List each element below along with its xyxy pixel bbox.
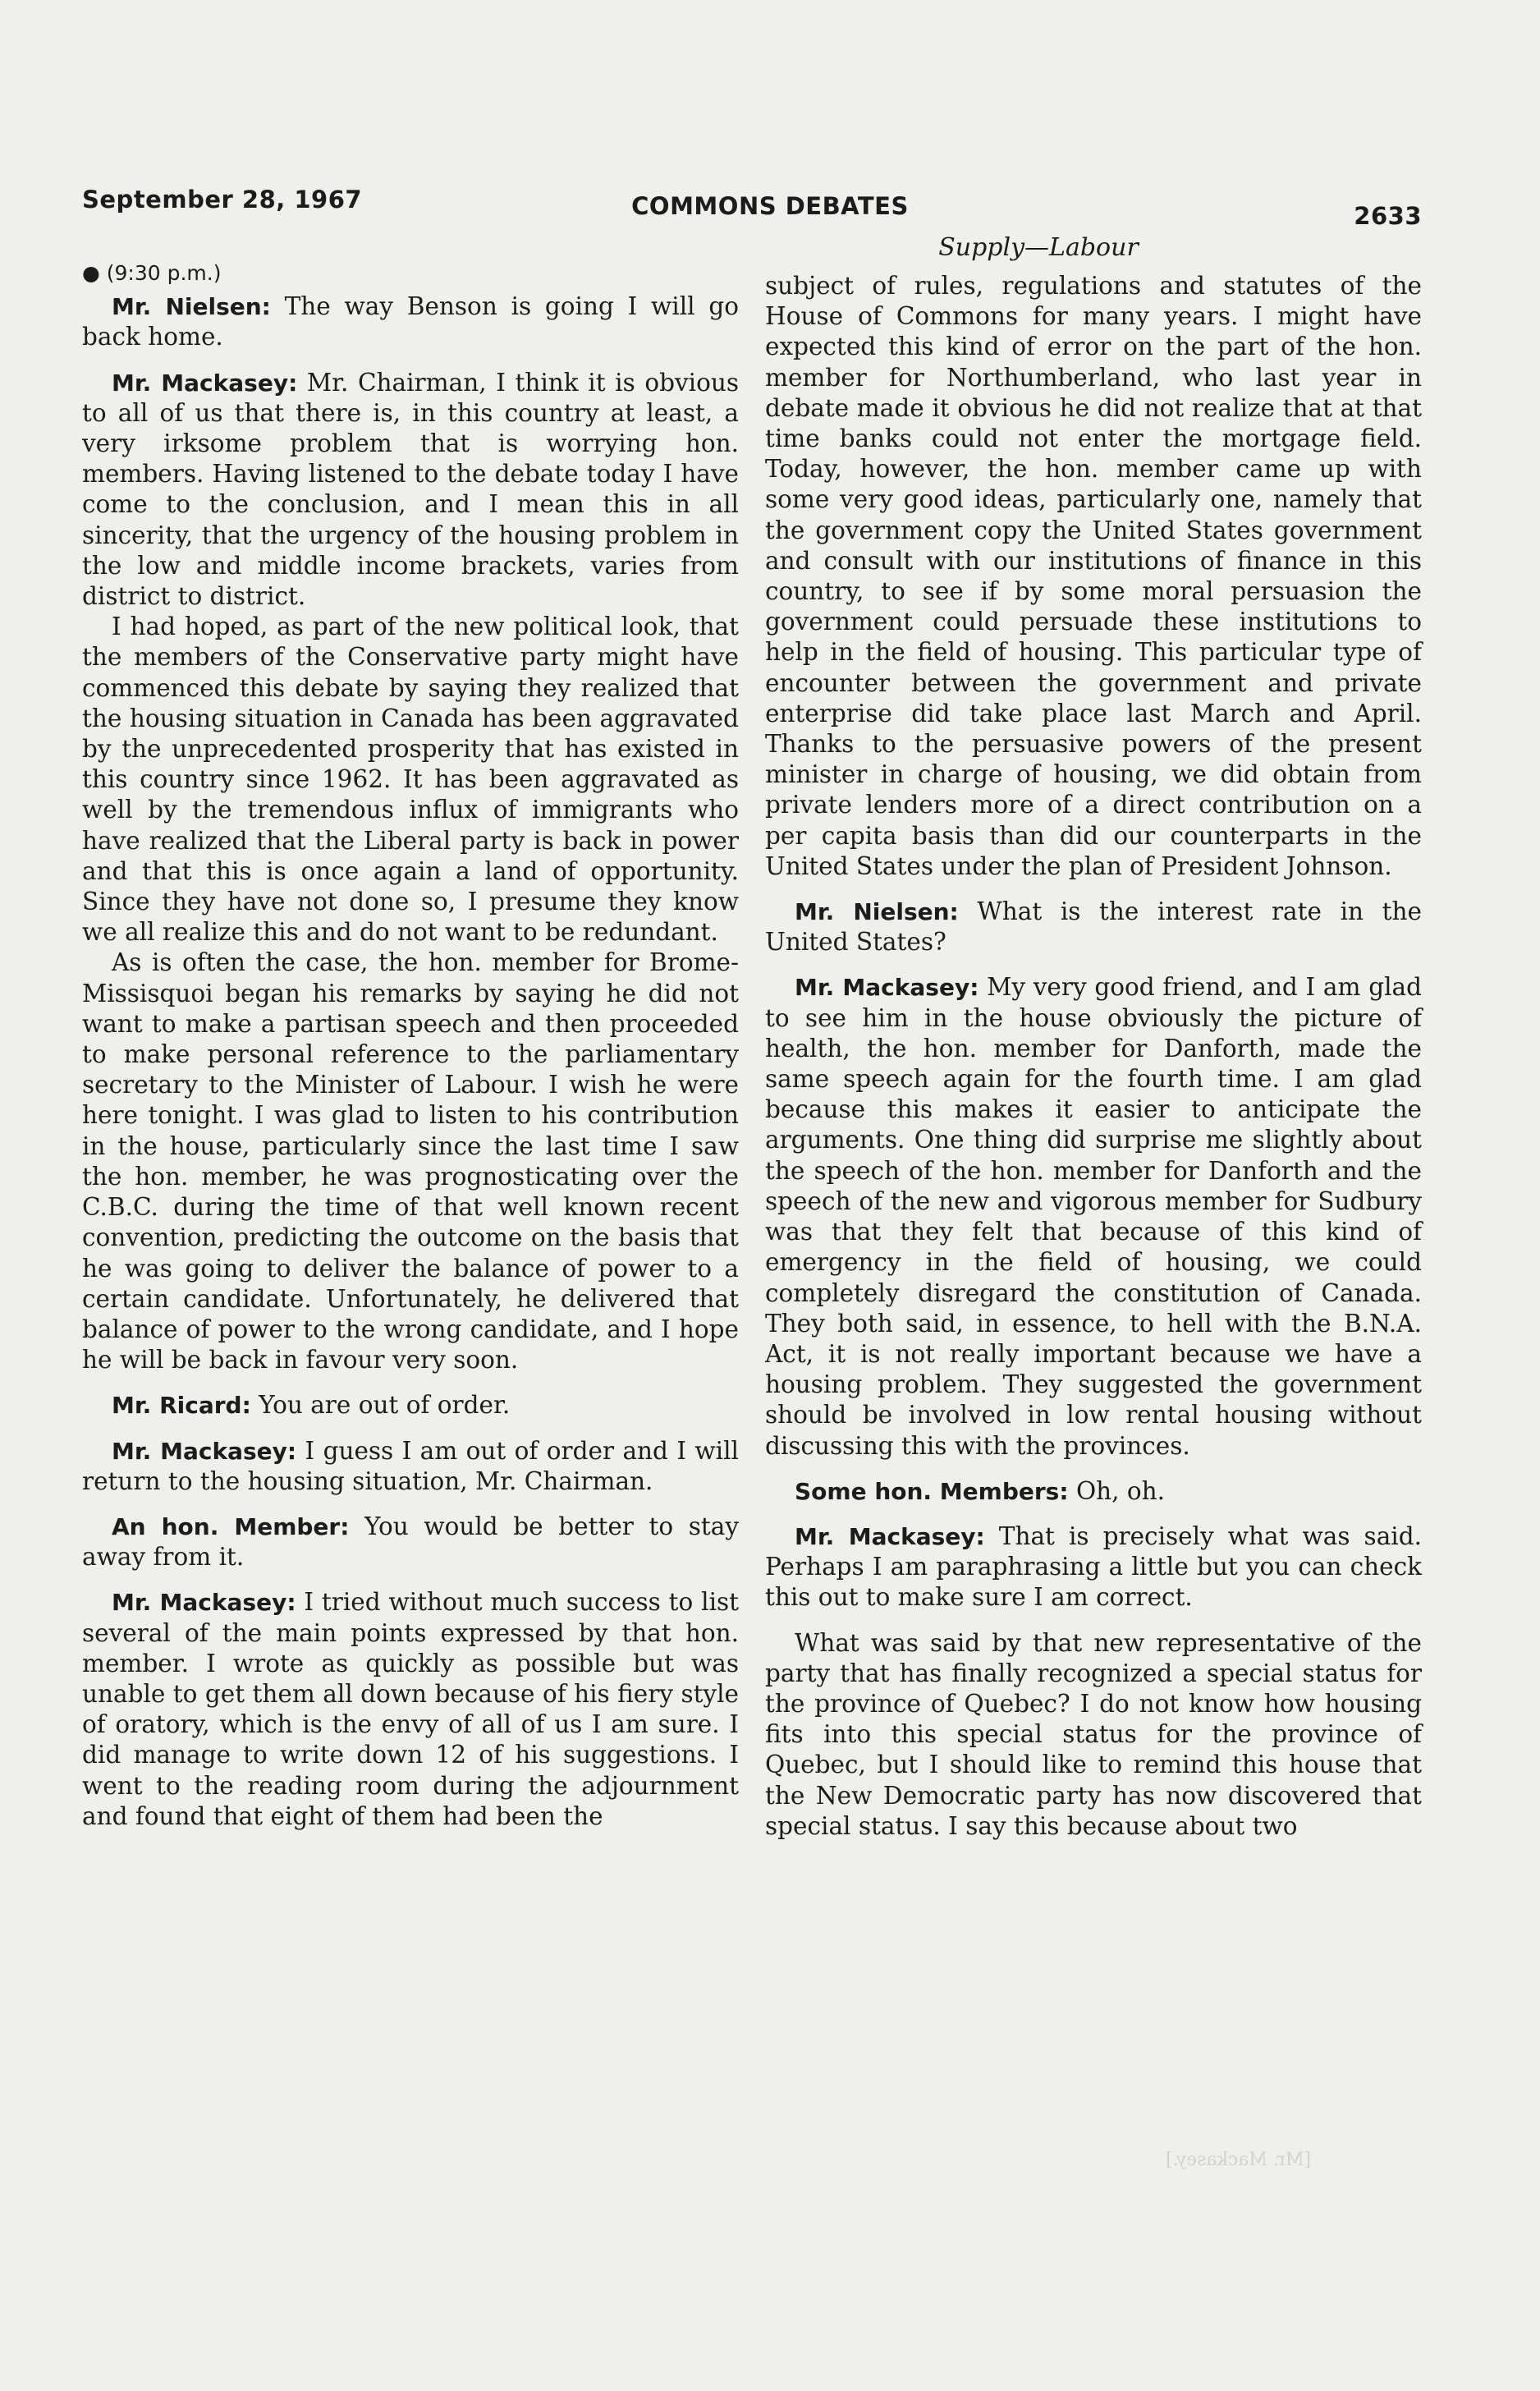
speech-text: You would be better to stay away from it. — [82, 1512, 739, 1572]
speaker-name: Mr. Ricard: — [112, 1392, 251, 1420]
paragraph — [82, 291, 739, 352]
page-number: 2633 — [1354, 202, 1422, 230]
paragraph — [82, 1587, 739, 1832]
speaker-name: Mr. Mackasey: — [112, 1589, 296, 1617]
paragraph — [82, 368, 739, 613]
paragraph — [765, 897, 1422, 957]
paragraph — [765, 972, 1422, 1461]
speech-text: What is the interest rate in the United States? — [765, 897, 1422, 957]
paragraph — [82, 948, 739, 1375]
speaker-name: Mr. Nielsen: — [112, 293, 271, 321]
speech-text: Oh, oh. — [1075, 1476, 1166, 1505]
speech-text: That is precisely what was said. Perhaps I am paraphrasing a little but you can check this out to make sure I am correct. — [765, 1521, 1422, 1612]
speech-text: I had hoped, as part of the new political look, that the members of the Conservative party might have commenced this debate by saying they realized that the housing situation in Canada has been aggravated by the unprecedented prosperity that has existed in this country since 1962. It has been aggravated as well by the tremendous influx of immigrants who have realized that the Liberal party is back in power and that this is once again a land of opportunity. Since they have not done so, I presume they know we all realize this and do not want to be redundant. — [82, 613, 739, 947]
speech-text: What was said by that new representative of the party that has finally recognized a special status for the province of Quebec? I do not know how housing fits into this special status for the province of Quebec, but I should like to remind this house that the New Democratic party has now discovered that special status. I say this because about two — [765, 1628, 1422, 1840]
speaker-name: Mr. Mackasey: — [795, 974, 979, 1002]
speaker-name: Some hon. Members: — [795, 1477, 1069, 1505]
speech-text: subject of rules, regulations and statutes of the House of Commons for many years. I might have expected this kind of error on the part of the hon. member for Northumberland, who last year in debate made it obvious he did not realize that at that time banks could not enter the mortgage field. Today, however, the hon. member came up with some very good ideas, particularly one, namely that the government copy the United States government and consult with our institutions of finance in this country, to see if by some moral persuasion the government could persuade these institutions to help in the field of housing. This particular type of encounter between the government and private enterprise did take place last March and April. Thanks to the persuasive powers of the present minister in charge of housing, we did obtain from private lenders more of a direct contribution on a per capita basis than did our counterparts in the United States under the plan of President Johnson. — [765, 272, 1422, 880]
speech-text: My very good friend, and I am glad to see him in the house obviously the picture of health, the hon. member for Danforth, made the same speech again for the fourth time. I am glad because this makes it easier to anticipate the arguments. One thing did surprise me slightly about the speech of the hon. member for Danforth and the speech of the new and vigorous member for Sudbury was that they felt that because of this kind of emergency in the field of housing, we could completely disregard the constitution of Canada. They both said, in essence, to hell with the B.N.A. Act, it is not really important because we have a housing problem. They suggested the government should be involved in low rental housing without discussing this with the provinces. — [765, 973, 1423, 1460]
speaker-name: Mr. Mackasey: — [112, 1437, 297, 1465]
speech-text: You are out of order. — [259, 1391, 511, 1420]
paragraph — [82, 1436, 739, 1497]
paragraph — [765, 1476, 1422, 1507]
left-column — [82, 258, 739, 1832]
speaker-name: Mr. Mackasey: — [795, 1522, 985, 1550]
speech-text: Mr. Chairman, I think it is obvious to all of us that there is, in this country at least, a very irksome problem that is worrying hon. members. Having listened to the debate today I have come to the conclusion, and I mean this in all sincerity, that the urgency of the housing problem in the low and middle income brackets, varies from district to district. — [82, 368, 739, 611]
paragraph — [82, 612, 739, 948]
paragraph — [765, 1628, 1422, 1842]
speech-text: As is often the case, the hon. member for Brome-Missisquoi began his remarks by saying he did not want to make a partisan speech and then proceeded to make personal reference to the parliamentary secretary to the Minister of Labour. I wish he were here tonight. I was glad to listen to his contribution in the house, particularly since the last time I saw the hon. member, he was prognosticating over the C.B.C. during the time of that well known recent convention, predicting the outcome on the basis that he was going to deliver the balance of power to a certain candidate. Unfortunately, he delivered that balance of power to the wrong candidate, and I hope he will be back in favour very soon. — [82, 948, 739, 1374]
speaker-name: Mr. Nielsen: — [795, 898, 959, 926]
right-column — [765, 271, 1422, 1842]
bleed-through-text: [Mr. Mackasey.] — [1166, 2150, 1311, 2170]
speech-text: I tried without much success to list several of the main points expressed by that hon. member. I wrote as quickly as possible but was unable to get them all down because of his fiery style of oratory, which is the envy of all of us I am sure. I did manage to write down 12 of his suggestions. I went to the reading room during the adjournment and found that eight of them had been the — [82, 1588, 739, 1830]
time-marker: ● (9:30 p.m.) — [82, 261, 222, 285]
paragraph — [765, 271, 1422, 882]
paragraph — [82, 1390, 739, 1420]
section-subheader: Supply—Labour — [938, 233, 1139, 262]
speech-text: I guess I am out of order and I will return to the housing situation, Mr. Chairman. — [82, 1436, 739, 1495]
speaker-name: Mr. Mackasey: — [112, 369, 298, 397]
speech-text: The way Benson is going I will go back home. — [82, 292, 739, 351]
speaker-name: An hon. Member: — [112, 1512, 350, 1540]
header-date: September 28, 1967 — [82, 186, 363, 213]
page-title: COMMONS DEBATES — [631, 192, 909, 220]
paragraph — [82, 1512, 739, 1572]
paragraph — [765, 1521, 1422, 1613]
